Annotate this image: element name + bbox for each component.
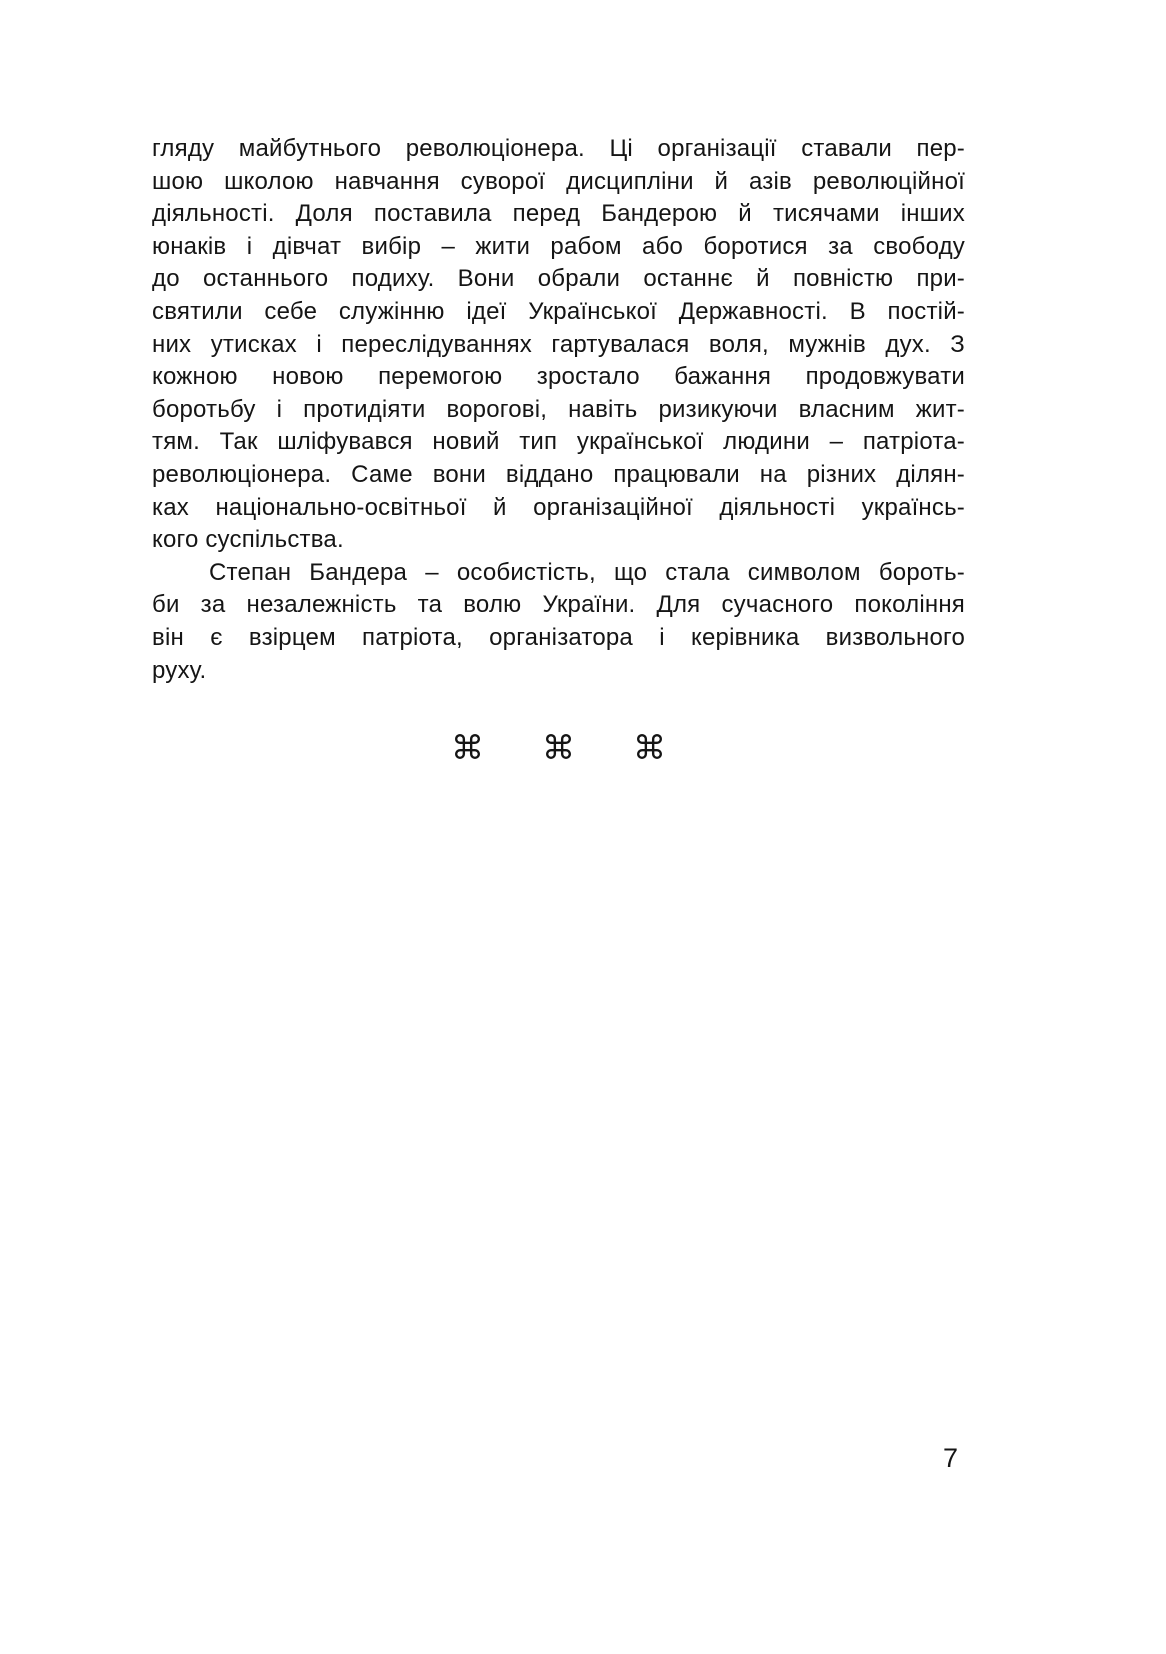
paragraph [152, 133, 965, 557]
text-line: кожною новою перемогою зростало бажання продовжувати [152, 363, 965, 391]
text-line: тям. Так шліфувався новий тип української людини – патріота- [152, 428, 965, 456]
text-line: кого суспільства. [152, 526, 344, 554]
text-line: ках національно-освітньої й організаційної діяльності українсь- [152, 493, 965, 521]
text-line: боротьбу і протидіяти ворогові, навіть ризикуючи власним жит- [152, 395, 965, 423]
place-of-interest-ornament-icon: ⌘ [542, 729, 575, 766]
paragraph [152, 557, 965, 687]
body-text [152, 133, 965, 687]
text-line: він є взірцем патріота, організатора і керівника визвольного [152, 623, 965, 651]
place-of-interest-ornament-icon: ⌘ [633, 729, 666, 766]
section-break-ornament [152, 728, 965, 767]
text-line: революціонера. Саме вони віддано працювали на різних ділян- [152, 460, 965, 488]
text-line: юнаків і дівчат вибір – жити рабом або боротися за свободу [152, 232, 965, 260]
text-line: шою школою навчання суворої дисципліни й азів революційної [152, 167, 965, 195]
text-line: руху. [152, 656, 207, 684]
text-line: них утисках і переслідуваннях гартувалася воля, мужнів дух. З [152, 330, 965, 358]
text-line: діяльності. Доля поставила перед Бандерою й тисячами інших [152, 200, 965, 228]
page-number: 7 [942, 1443, 958, 1473]
text-line: до останнього подиху. Вони обрали останнє й повністю при- [152, 265, 965, 293]
text-line: би за незалежність та волю України. Для сучасного покоління [152, 591, 965, 619]
text-line: гляду майбутнього революціонера. Ці організації ставали пер- [152, 135, 965, 162]
text-line: Степан Бандера – особистість, що стала символом бороть- [209, 558, 965, 586]
place-of-interest-ornament-icon: ⌘ [451, 729, 484, 766]
text-line: святили себе служінню ідеї Української Державності. В постій- [152, 297, 965, 325]
